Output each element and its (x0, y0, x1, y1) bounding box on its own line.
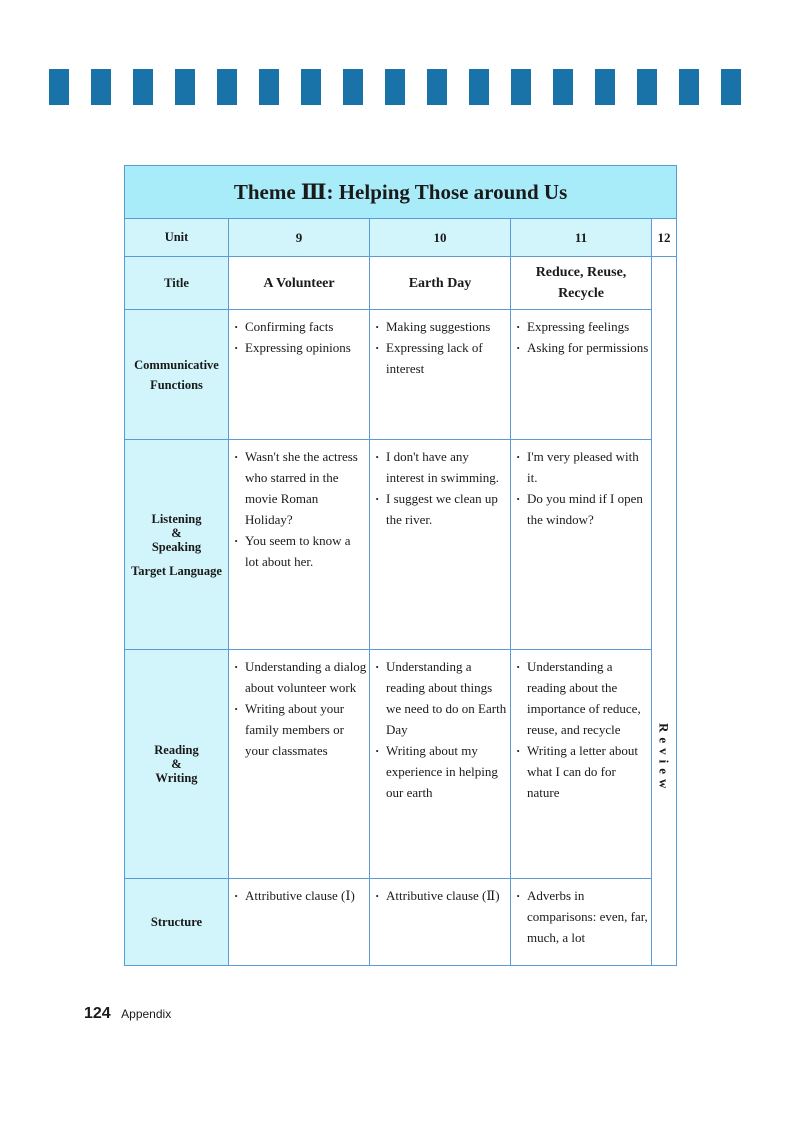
bullet-list (370, 440, 510, 530)
row-label-line: Listening (151, 511, 202, 526)
list-item: · I don't have any interest in swimming. (374, 446, 508, 488)
bullet-list (511, 879, 651, 948)
bullet-list (511, 310, 651, 358)
row-label-line: Functions (150, 377, 203, 392)
list-item: · Attributive clause (Ⅱ) (374, 885, 508, 906)
cell (229, 650, 370, 879)
cell (370, 440, 511, 650)
decorative-block (679, 69, 699, 105)
cell (511, 440, 652, 650)
listening-speaking-row (125, 440, 677, 650)
bullet-list (370, 879, 510, 906)
cell (229, 310, 370, 440)
cell (511, 879, 652, 966)
structure-row (125, 879, 677, 966)
unit-number: 10 (370, 219, 511, 257)
decorative-block (511, 69, 531, 105)
unit-row (125, 219, 677, 257)
decorative-block (49, 69, 69, 105)
bullet-list (511, 650, 651, 803)
decorative-block (595, 69, 615, 105)
bullet-list (229, 310, 369, 358)
list-item: · Expressing feelings (515, 316, 649, 337)
decorative-block (637, 69, 657, 105)
row-label-line: Writing (155, 771, 198, 785)
unit-number: 11 (511, 219, 652, 257)
decorative-block (217, 69, 237, 105)
cell (370, 879, 511, 966)
row-label-line: Reading (154, 743, 199, 757)
list-item: · Understanding a reading about the importance of reduce, reuse, and recycle (515, 656, 649, 740)
row-label-listening-speaking (125, 440, 229, 650)
list-item: · Understanding a dialog about volunteer work (233, 656, 367, 698)
list-item: · You seem to know a lot about her. (233, 530, 367, 572)
row-label-line: Communicative (134, 357, 219, 372)
row-label-line: Target Language (131, 563, 222, 578)
row-label-reading-writing (125, 650, 229, 879)
list-item: · Attributive clause (Ⅰ) (233, 885, 367, 906)
communicative-row (125, 310, 677, 440)
list-item: · Expressing opinions (233, 337, 367, 358)
list-item: · Writing about my experience in helping our earth (374, 740, 508, 803)
unit-label: Unit (125, 219, 229, 257)
review-column (652, 257, 677, 966)
cell (229, 879, 370, 966)
decorative-block (259, 69, 279, 105)
list-item: · Adverbs in comparisons: even, far, much, a lot (515, 885, 649, 948)
bullet-list (229, 440, 369, 572)
list-item: · Understanding a reading about things we need to do on Earth Day (374, 656, 508, 740)
decorative-header-strip (49, 69, 744, 105)
decorative-block (91, 69, 111, 105)
unit-number: 12 (652, 219, 677, 257)
unit-title: Reduce, Reuse, Recycle (511, 257, 652, 310)
decorative-block (175, 69, 195, 105)
reading-writing-row (125, 650, 677, 879)
list-item: · Asking for permissions (515, 337, 649, 358)
row-label-title: Title (125, 257, 229, 310)
theme-row (125, 166, 677, 219)
cell (370, 310, 511, 440)
list-item: · Making suggestions (374, 316, 508, 337)
cell (229, 440, 370, 650)
decorative-block (301, 69, 321, 105)
row-label-communicative (125, 310, 229, 440)
list-item: · Writing about your family members or your classmates (233, 698, 367, 761)
unit-number: 9 (229, 219, 370, 257)
decorative-block (133, 69, 153, 105)
list-item: · Confirming facts (233, 316, 367, 337)
page-number: 124 (84, 1005, 111, 1022)
list-item: · I suggest we clean up the river. (374, 488, 508, 530)
decorative-block (469, 69, 489, 105)
list-item: · Wasn't she the actress who starred in the movie Roman Holiday? (233, 446, 367, 530)
list-item: · Expressing lack of interest (374, 337, 508, 379)
row-label-line: & (171, 757, 182, 771)
cell (511, 310, 652, 440)
list-item: · Writing a letter about what I can do for nature (515, 740, 649, 803)
decorative-block (343, 69, 363, 105)
section-name: Appendix (121, 1007, 172, 1021)
decorative-block (553, 69, 573, 105)
row-label-line: & (171, 525, 182, 540)
bullet-list (370, 650, 510, 803)
syllabus-table (124, 165, 677, 966)
decorative-block (721, 69, 741, 105)
review-label: Review (656, 722, 672, 794)
bullet-list (370, 310, 510, 379)
bullet-list (511, 440, 651, 530)
decorative-block (385, 69, 405, 105)
row-label-structure: Structure (125, 879, 229, 966)
list-item: · Do you mind if I open the window? (515, 488, 649, 530)
bullet-list (229, 650, 369, 761)
unit-title: Earth Day (370, 257, 511, 310)
page-footer (84, 1005, 171, 1023)
decorative-block (427, 69, 447, 105)
cell (370, 650, 511, 879)
list-item: · I'm very pleased with it. (515, 446, 649, 488)
title-row (125, 257, 677, 310)
unit-title: A Volunteer (229, 257, 370, 310)
bullet-list (229, 879, 369, 906)
theme-title: Theme Ⅲ: Helping Those around Us (125, 166, 677, 219)
row-label-line: Speaking (151, 539, 202, 554)
cell (511, 650, 652, 879)
